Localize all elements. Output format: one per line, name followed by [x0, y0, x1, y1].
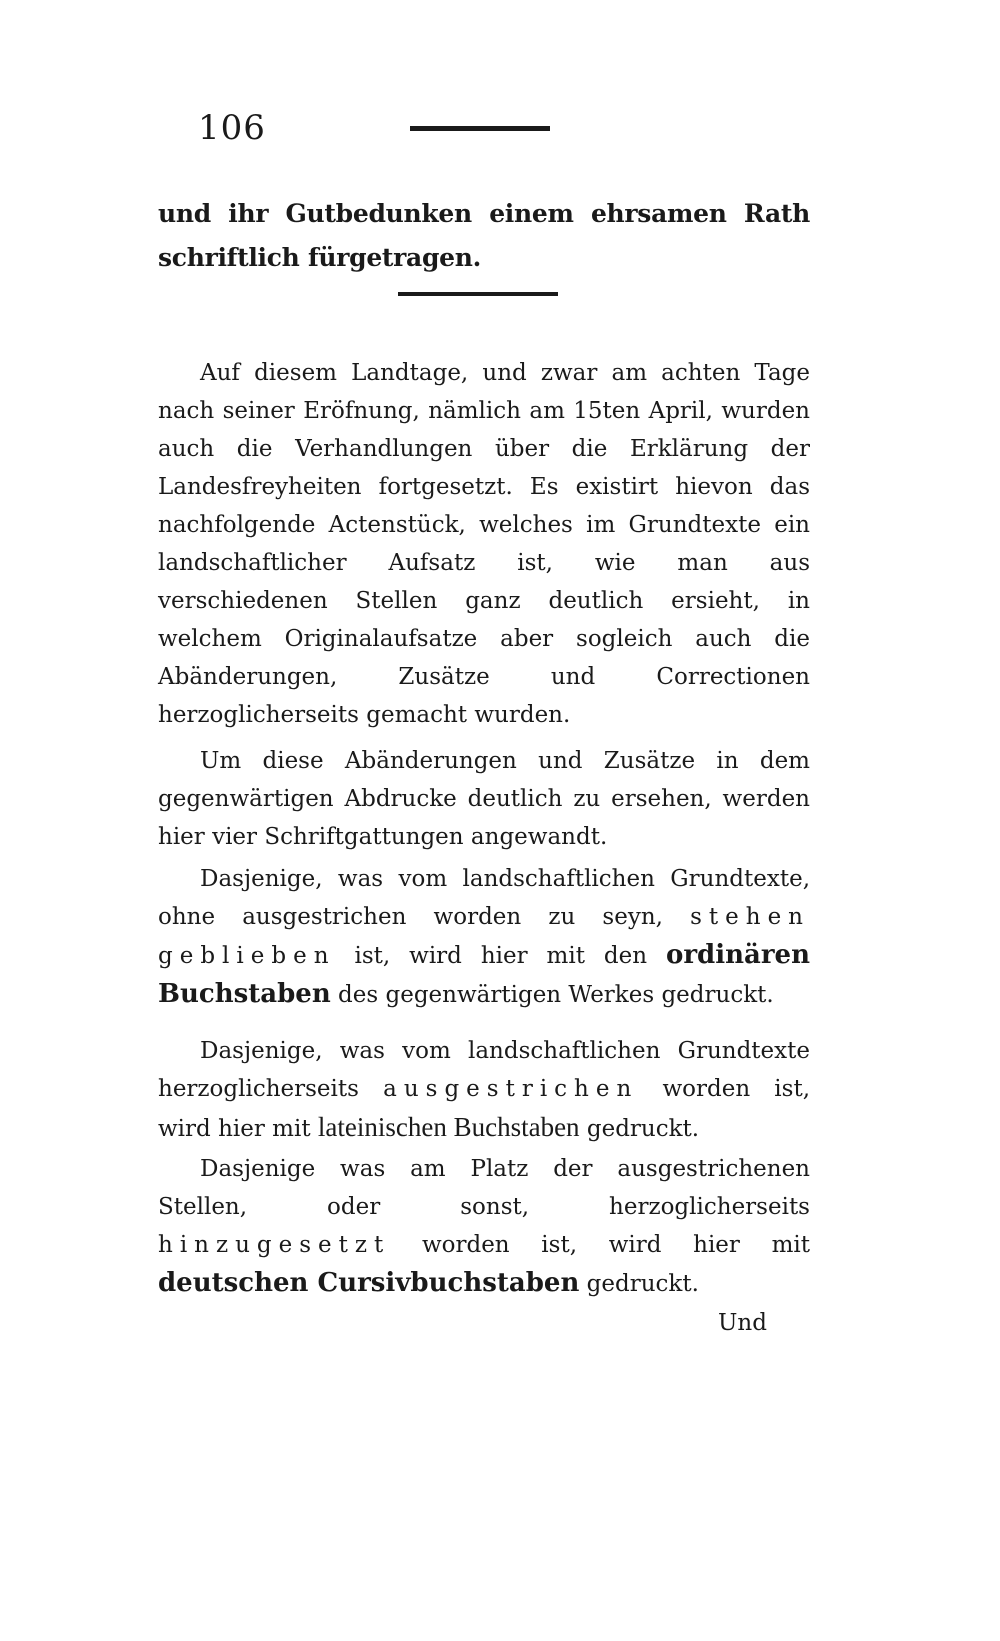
paragraph-landtag: Auf diesem Landtage, und zwar am achten Tage nach seiner Eröfnung, nämlich am 15ten April, wurden auch die Verhandlungen über die Erklärung der Landesfreyheiten fortgesetzt. Es existirt hievon das nachfolgende Actenstück, welches im Grundtexte ein landschaftlicher Aufsatz ist, wie man aus verschiedenen Stellen ganz deutlich ersieht, in welchem Originalaufsatze aber sogleich auch die Abänderungen, Zusätze und Correctionen herzoglicherseits gemacht wurden.	[158, 360, 810, 728]
paragraph-text: gedruckt.	[579, 1116, 700, 1142]
catchword: Und	[718, 1310, 767, 1336]
paragraph-text: gedruckt.	[579, 1271, 699, 1297]
paragraph-text: worden ist, wird hier mit	[158, 1076, 811, 1142]
paragraph-cursive-type	[158, 1150, 810, 1303]
paragraph-text: des gegenwärtigen Werkes gedruckt.	[330, 982, 774, 1008]
paragraph-ordinary-type	[158, 860, 810, 1014]
paragraph-text: Dasjenige, was vom landschaftlichen Grundtexte herzoglicherseits	[158, 1038, 810, 1102]
spaced-text: stehen geblieben	[158, 904, 810, 969]
paragraph-schriftgattungen: Um diese Abänderungen und Zusätze in dem gegenwärtigen Abdrucke deutlich zu ersehen, werden hier vier Schriftgattungen angewandt.	[158, 748, 810, 850]
emphasis-text: ordinären Buchstaben	[158, 940, 810, 1009]
paragraph-latin-type	[158, 1032, 810, 1148]
continuation-text: und ihr Gutbedunken einem ehrsamen Rath schriftlich fürgetragen.	[158, 199, 810, 272]
emphasis-text: lateinischen Buchstaben	[317, 1112, 580, 1142]
header-rule	[410, 126, 550, 131]
paragraph-text: Dasjenige was am Platz der ausgestrichenen Stellen, oder sonst, herzoglicherseits	[158, 1156, 810, 1220]
spaced-text: hinzugesetzt	[158, 1232, 391, 1258]
paragraph-text: ist, wird hier mit den	[335, 943, 666, 969]
page-number: 106	[198, 108, 266, 148]
emphasis-text: deutschen Cursivbuchstaben	[158, 1268, 580, 1298]
section-separator	[398, 292, 558, 296]
paragraph-text: worden ist, wird hier mit	[390, 1232, 810, 1258]
paragraph-text: Dasjenige, was vom landschaftlichen Grundtexte, ohne ausgestrichen worden zu seyn,	[158, 866, 810, 930]
spaced-text: ausgestrichen	[383, 1076, 639, 1102]
